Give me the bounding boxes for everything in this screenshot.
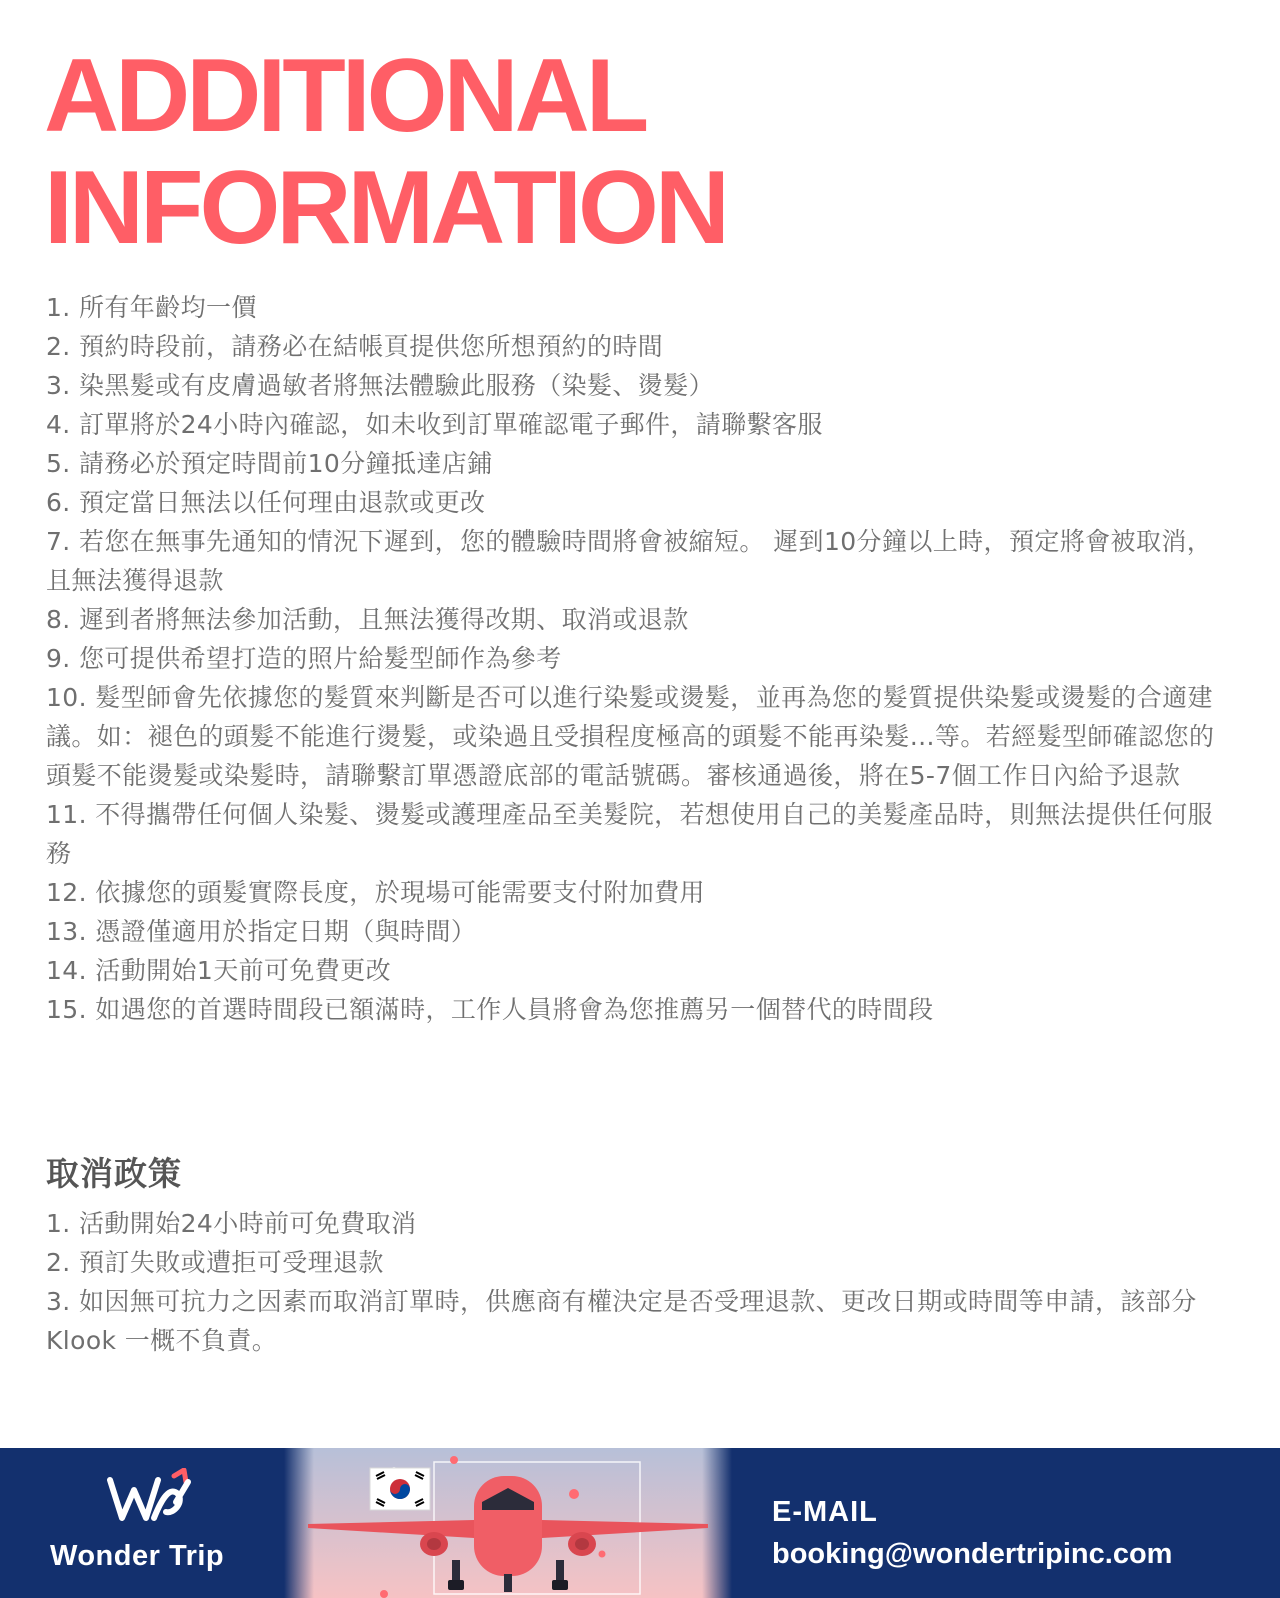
email-label: E-MAIL xyxy=(772,1496,878,1528)
brand-logo xyxy=(0,1448,288,1598)
additional-info-list xyxy=(46,288,1236,1029)
email-address: booking@wondertripinc.com xyxy=(772,1538,1173,1570)
cancellation-item: 2. 預訂失敗或遭拒可受理退款 xyxy=(46,1248,384,1277)
cancellation-item: 1. 活動開始24小時前可免費取消 xyxy=(46,1209,417,1238)
page-title xyxy=(44,40,726,264)
info-item: 1. 所有年齡均一價 xyxy=(46,293,257,322)
info-item: 12. 依據您的頭髮實際長度，於現場可能需要支付附加費用 xyxy=(46,878,705,907)
brand-name: Wonder Trip xyxy=(50,1540,225,1572)
info-item: 2. 預約時段前，請務必在結帳頁提供您所想預約的時間 xyxy=(46,332,664,361)
wonder-trip-logo-icon xyxy=(104,1468,194,1530)
info-item: 4. 訂單將於24小時內確認，如未收到訂單確認電子郵件，請聯繫客服 xyxy=(46,410,823,439)
cancellation-policy-heading: 取消政策 xyxy=(46,1154,182,1193)
airplane-illustration xyxy=(284,1448,732,1598)
info-item: 8. 遲到者將無法參加活動，且無法獲得改期、取消或退款 xyxy=(46,605,689,634)
info-item: 7. 若您在無事先通知的情況下遲到，您的體驗時間將會被縮短。 遲到10分鐘以上時，預定將會被取消，且無法獲得退款 xyxy=(46,527,1213,595)
info-item: 14. 活動開始1天前可免費更改 xyxy=(46,956,392,985)
korea-flag-icon xyxy=(370,1468,430,1510)
info-item: 6. 預定當日無法以任何理由退款或更改 xyxy=(46,488,486,517)
info-item: 13. 憑證僅適用於指定日期（與時間） xyxy=(46,917,477,946)
info-item: 3. 染黑髮或有皮膚過敏者將無法體驗此服務（染髮、燙髮） xyxy=(46,371,715,400)
info-item: 5. 請務必於預定時間前10分鐘抵達店鋪 xyxy=(46,449,493,478)
info-item: 9. 您可提供希望打造的照片給髮型師作為參考 xyxy=(46,644,562,673)
title-line-1: ADDITIONAL xyxy=(44,38,646,154)
footer-banner xyxy=(0,1448,1280,1598)
cancellation-policy-list xyxy=(46,1204,1236,1360)
info-item: 11. 不得攜帶任何個人染髮、燙髮或護理產品至美髮院，若想使用自己的美髮產品時，則無法提供任何服務 xyxy=(46,800,1213,868)
info-item: 10. 髮型師會先依據您的髮質來判斷是否可以進行染髮或燙髮，並再為您的髮質提供染髮或燙髮的合適建議。如：褪色的頭髮不能進行燙髮，或染過且受損程度極高的頭髮不能再染髮…等。若經髮型師確認您的頭髮不能燙髮或染髮時，請聯繫訂單憑證底部的電話號碼。審核通過後，將在5-7個工作日內給予退款 xyxy=(46,683,1215,790)
cancellation-item: 3. 如因無可抗力之因素而取消訂單時，供應商有權決定是否受理退款、更改日期或時間等申請，該部分Klook 一概不負責。 xyxy=(46,1287,1197,1355)
title-line-2: INFORMATION xyxy=(44,150,726,266)
info-item: 15. 如遇您的首選時間段已額滿時，工作人員將會為您推薦另一個替代的時間段 xyxy=(46,995,934,1024)
